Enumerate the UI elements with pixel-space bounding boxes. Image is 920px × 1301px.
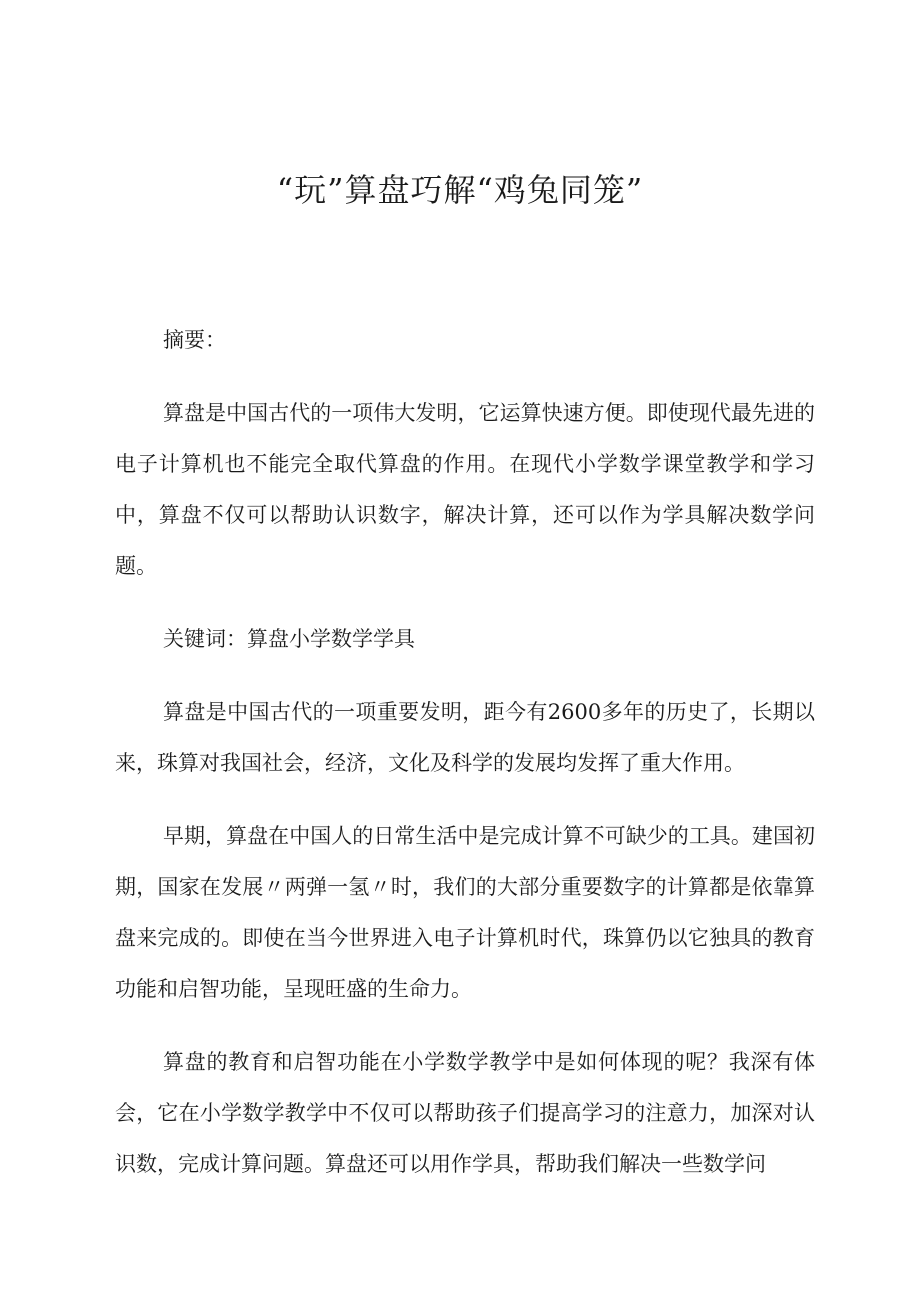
abstract-paragraph: 算盘是中国古代的一项伟大发明，它运算快速方便。即使现代最先进的电子计算机也不能完全取代算盘的作用。在现代小学数学课堂教学和学习中，算盘不仅可以帮助认识数字，解决计算，还可以作为学具解决数学问题。	[115, 401, 815, 578]
body-paragraph-teaching: 算盘的教育和启智功能在小学数学教学中是如何体现的呢？我深有体会，它在小学数学教学中不仅可以帮助孩子们提高学习的注意力，加深对认识数，完成计算问题。算盘还可以用作学具，帮助我们解决一些数学问	[115, 1050, 815, 1176]
body-paragraph-history: 算盘是中国古代的一项重要发明，距今有2600多年的历史了，长期以来，珠算对我国社会，经济，文化及科学的发展均发挥了重大作用。	[115, 700, 815, 775]
document-body	[115, 315, 815, 1190]
abstract-heading: 摘要：	[163, 328, 226, 352]
keywords-line: 关键词：算盘小学数学学具	[163, 627, 415, 651]
body-paragraph-early-use: 早期，算盘在中国人的日常生活中是完成计算不可缺少的工具。建国初期，国家在发展〃两弹一氢〃时，我们的大部分重要数字的计算都是依靠算盘来完成的。即使在当今世界进入电子计算机时代，珠算仍以它独具的教育功能和启智功能，呈现旺盛的生命力。	[115, 824, 815, 1001]
document-title: “玩”算盘巧解“鸡兔同笼”	[276, 171, 644, 209]
